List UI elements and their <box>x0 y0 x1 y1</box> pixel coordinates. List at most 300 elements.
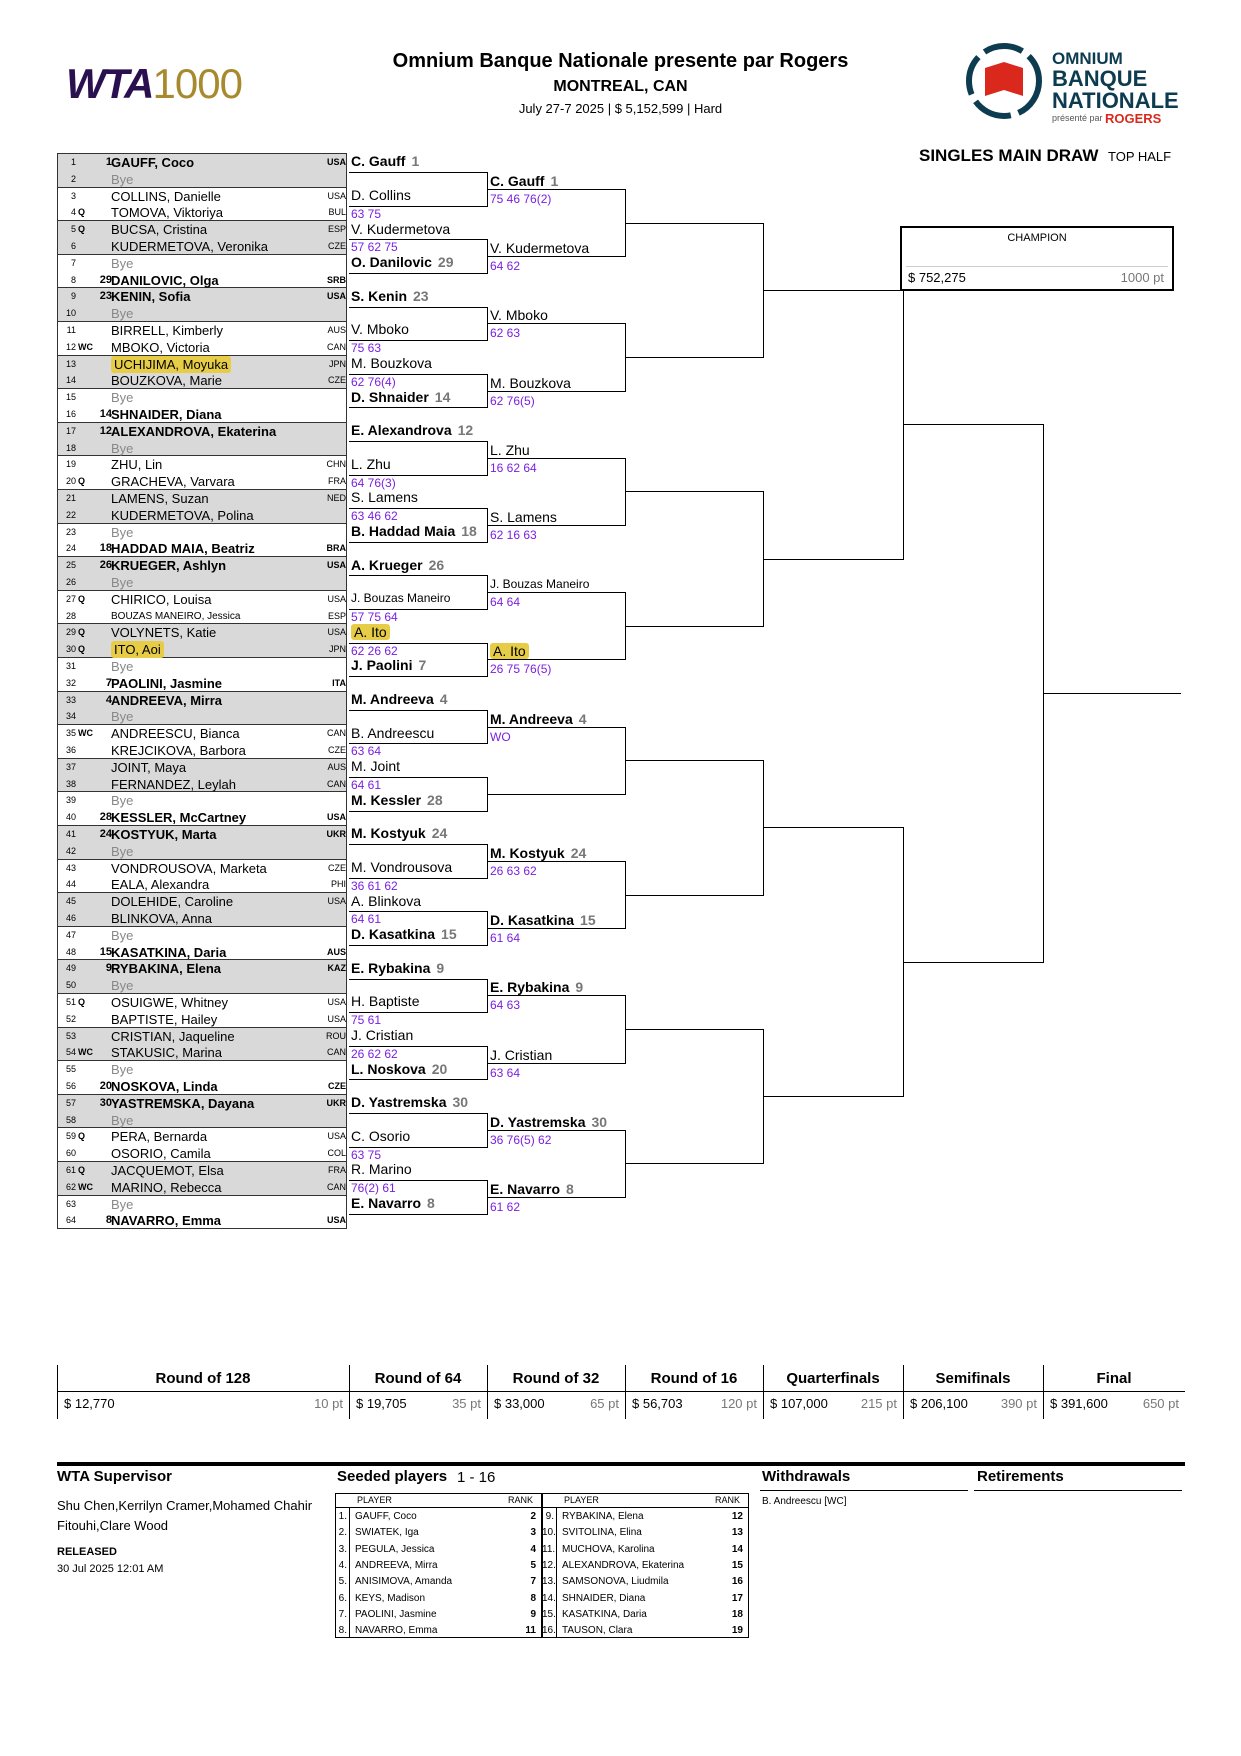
draw-player-row <box>58 776 348 793</box>
player-name: YASTREMSKA, Dayana <box>111 1095 255 1111</box>
player-name: Bye <box>111 709 134 725</box>
draw-player-row <box>58 624 348 641</box>
r32-name: J. Cristian <box>490 1046 553 1063</box>
bracket-line <box>487 659 625 660</box>
draw-player-row <box>58 1112 348 1129</box>
draw-position: 59 <box>65 1131 76 1142</box>
draw-position: 26 <box>65 577 76 587</box>
r32-seed: 24 <box>570 845 587 861</box>
seed-position: 7. <box>338 1608 347 1620</box>
draw-position: 43 <box>65 862 76 873</box>
bracket-line <box>625 1163 763 1164</box>
r32-score: 36 76(5) 62 <box>490 1132 552 1147</box>
draw-position: 19 <box>65 459 76 470</box>
bracket-line <box>625 895 763 896</box>
nationality: CAN <box>326 341 346 352</box>
draw-player-row <box>58 255 348 272</box>
entry-status: Q <box>78 1131 86 1142</box>
seed-col-rank: RANK <box>715 1495 741 1505</box>
draw-player-row <box>58 204 348 221</box>
nationality: USA <box>327 1013 346 1024</box>
r64-player <box>351 590 450 607</box>
released-label: RELEASED <box>57 1546 117 1558</box>
bracket-line <box>487 928 625 929</box>
r64-name: R. Marino <box>351 1161 412 1178</box>
r64-name: L. Zhu <box>351 455 391 472</box>
draw-player-row <box>58 1196 348 1213</box>
player-name: EALA, Alexandra <box>111 877 210 893</box>
r64-seed: 28 <box>427 791 443 808</box>
r64-name: M. Vondrousova <box>351 859 453 875</box>
draw-position: 51 <box>65 997 76 1007</box>
draw-player-row <box>58 322 348 339</box>
seed-row <box>542 1591 749 1607</box>
draw-position: 21 <box>65 493 76 503</box>
entry-status: Q <box>78 593 86 604</box>
draw-position: 45 <box>65 896 76 907</box>
seed-rank: 17 <box>731 1592 743 1604</box>
bracket-line <box>349 542 487 543</box>
seeded-title: Seeded players <box>337 1468 448 1485</box>
draw-player-row <box>58 188 348 205</box>
draw-position: 3 <box>70 190 76 201</box>
r64-score: 76(2) 61 <box>351 1181 396 1196</box>
r64-player <box>351 691 448 708</box>
draw-player-row <box>58 692 348 709</box>
r64-seed: 12 <box>457 422 474 439</box>
r64-player <box>351 489 418 506</box>
draw-player-row <box>58 994 348 1011</box>
r64-name: M. Joint <box>351 758 401 775</box>
seed-rank: 4 <box>530 1543 536 1555</box>
draw-position: 24 <box>65 543 76 554</box>
r64-player <box>351 523 477 540</box>
bracket-line <box>349 743 487 744</box>
player-name: Bye <box>111 575 134 590</box>
seed-number: 14 <box>99 408 112 420</box>
draw-position: 28 <box>65 610 76 621</box>
player-name: KASATKINA, Daria <box>111 944 227 960</box>
bracket-line <box>349 878 487 879</box>
r64-name: A. Ito <box>351 624 390 640</box>
draw-position: 47 <box>65 929 76 940</box>
bracket-line <box>625 223 763 224</box>
player-name: BOUZAS MANEIRO, Jessica <box>111 610 241 622</box>
draw-position: 1 <box>70 157 76 167</box>
bracket-line <box>349 643 487 644</box>
r64-score: 36 61 62 <box>351 878 398 893</box>
seed-row <box>542 1574 749 1590</box>
r32-player <box>490 576 589 593</box>
supervisor-names-line2: Fitouhi,Clare Wood <box>57 1518 169 1533</box>
draw-player-row <box>58 221 348 238</box>
r64-player <box>351 1027 413 1044</box>
draw-position: 25 <box>65 560 76 571</box>
r64-name: D. Yastremska <box>351 1094 447 1111</box>
seed-number: 9 <box>105 962 112 975</box>
nationality: ROU <box>326 1030 346 1041</box>
bracket-line <box>349 475 487 476</box>
nationality: AUS <box>327 325 346 335</box>
seed-position: 11. <box>542 1543 556 1555</box>
draw-position: 46 <box>65 913 76 923</box>
player-name: KENIN, Sofia <box>111 289 191 305</box>
r64-player <box>351 792 443 809</box>
r64-seed: 1 <box>411 153 420 170</box>
seed-row <box>335 1525 542 1541</box>
r32-player <box>490 375 571 392</box>
draw-position: 15 <box>65 392 76 403</box>
draw-position: 32 <box>65 677 76 688</box>
r64-name: S. Kenin <box>351 287 408 304</box>
round-prize: $ 12,770 <box>64 1396 115 1411</box>
released-date: 30 Jul 2025 12:01 AM <box>57 1563 164 1575</box>
seed-col-player: PLAYER <box>357 1495 392 1505</box>
seed-number: 4 <box>105 693 112 706</box>
draw-position: 20 <box>65 476 76 487</box>
seed-position: 6. <box>338 1592 347 1604</box>
seed-number: 29 <box>99 273 112 286</box>
bracket-line <box>349 1046 487 1047</box>
seed-position: 14. <box>542 1592 556 1604</box>
draw-position: 42 <box>65 845 76 856</box>
draw-player-row <box>58 742 348 759</box>
r32-score: 64 63 <box>490 998 521 1013</box>
player-name: FERNANDEZ, Leylah <box>111 776 236 792</box>
player-name: Bye <box>111 171 134 187</box>
player-name: VOLYNETS, Katie <box>111 625 217 641</box>
bracket-line <box>349 844 487 845</box>
r64-seed: 14 <box>434 388 451 405</box>
draw-player-row <box>58 960 348 977</box>
r64-name: V. Kudermetova <box>351 220 451 237</box>
r64-name: B. Haddad Maia <box>351 523 456 539</box>
seed-number: 12 <box>99 424 112 437</box>
draw-position: 52 <box>65 1013 76 1024</box>
seed-position: 10. <box>542 1527 556 1539</box>
player-name: DOLEHIDE, Caroline <box>111 894 234 910</box>
draw-position: 41 <box>65 829 76 839</box>
r64-seed: 18 <box>461 523 477 539</box>
r64-player <box>351 1094 468 1111</box>
player-name: NOSKOVA, Linda <box>111 1079 218 1094</box>
r32-score: 64 64 <box>490 595 521 610</box>
r64-name: C. Gauff <box>351 153 406 170</box>
draw-position: 56 <box>65 1081 76 1091</box>
r64-name: M. Kostyuk <box>351 825 426 842</box>
bracket-line <box>349 508 487 509</box>
draw-player-row <box>58 591 348 608</box>
draw-position: 7 <box>70 257 76 268</box>
player-name: BUCSA, Cristina <box>111 222 208 238</box>
draw-player-row <box>58 641 348 658</box>
player-name: ALEXANDROVA, Ekaterina <box>111 423 277 439</box>
draw-player-row <box>58 1061 348 1078</box>
seed-player: PEGULA, Jessica <box>355 1543 435 1555</box>
player-name: Bye <box>111 659 134 674</box>
round-name: Round of 16 <box>650 1370 738 1387</box>
seed-number: 20 <box>99 1080 112 1092</box>
nationality: USA <box>326 291 346 302</box>
seed-rank: 9 <box>530 1608 536 1620</box>
seed-rank: 11 <box>525 1625 536 1637</box>
draw-player-row <box>58 507 348 524</box>
draw-player-row <box>58 540 348 557</box>
bracket-line <box>349 441 487 442</box>
nationality: ESP <box>327 610 346 621</box>
bracket-line <box>487 861 625 862</box>
r64-score: 63 64 <box>351 744 382 759</box>
seed-number: 1 <box>105 156 112 168</box>
nationality: CZE <box>328 1081 346 1091</box>
bracket-line <box>349 1113 487 1114</box>
player-name: TOMOVA, Viktoriya <box>111 205 223 221</box>
r32-name: D. Kasatkina <box>490 912 575 929</box>
player-name: KUDERMETOVA, Polina <box>111 507 254 523</box>
r32-seed: 30 <box>591 1113 608 1130</box>
draw-player-row <box>58 305 348 322</box>
draw-position: 17 <box>65 425 76 436</box>
r32-score: 16 62 64 <box>490 460 537 475</box>
draw-player-row <box>58 927 348 944</box>
bracket-line <box>349 206 487 207</box>
draw-player-row <box>58 557 348 574</box>
sponsor-omnium: OMNIUM <box>1052 49 1123 68</box>
entry-status: Q <box>78 207 86 218</box>
nationality: BUL <box>328 207 346 218</box>
draw-player-row <box>58 725 348 742</box>
r64-player <box>351 422 473 439</box>
nationality: AUS <box>326 946 346 957</box>
r64-seed: 9 <box>436 959 445 976</box>
player-name: KOSTYUK, Marta <box>111 827 217 842</box>
player-name: NAVARRO, Emma <box>111 1213 222 1229</box>
r32-name: V. Mboko <box>490 307 548 324</box>
r64-score: 57 62 75 <box>351 240 398 255</box>
withdrawals-underline <box>760 1490 968 1491</box>
r32-score: 61 62 <box>490 1200 521 1214</box>
bracket-line <box>1043 693 1181 694</box>
nationality: AUS <box>327 761 346 772</box>
player-name: KUDERMETOVA, Veronika <box>111 239 269 254</box>
r64-player <box>351 254 454 271</box>
player-name: SHNAIDER, Diana <box>111 407 222 422</box>
bracket-line <box>349 979 487 980</box>
player-name: Bye <box>111 440 134 456</box>
player-name: Bye <box>111 927 134 943</box>
r32-score: 26 63 62 <box>490 864 537 878</box>
seed-row <box>542 1607 749 1623</box>
bracket-line <box>349 172 487 173</box>
seed-rank: 18 <box>731 1608 743 1620</box>
r32-player <box>490 979 583 996</box>
draw-position: 37 <box>65 761 76 772</box>
draw-position: 4 <box>70 207 76 218</box>
draw-player-row <box>58 406 348 423</box>
r32-name: M. Kostyuk <box>490 845 565 861</box>
bracket-line <box>625 491 763 492</box>
sponsor-rogers: ROGERS <box>1105 111 1162 126</box>
draw-player-row <box>58 1028 348 1045</box>
draw-position: 48 <box>65 946 76 957</box>
r64-name: D. Collins <box>351 187 411 203</box>
r32-seed: 4 <box>578 710 587 727</box>
draw-half: TOP HALF <box>1108 149 1172 164</box>
r64-player <box>351 153 419 170</box>
seeded-range: 1 - 16 <box>457 1469 496 1486</box>
seed-rank: 3 <box>530 1527 536 1539</box>
champion-label: CHAMPION <box>1007 232 1067 244</box>
draw-player-row <box>58 792 348 809</box>
seed-row <box>335 1574 542 1590</box>
seed-row <box>335 1591 542 1607</box>
bracket-line <box>349 1214 487 1215</box>
r64-name: D. Kasatkina <box>351 926 436 943</box>
seed-position: 8. <box>338 1625 347 1637</box>
player-name: Bye <box>111 793 134 809</box>
draw-position: 64 <box>65 1215 76 1226</box>
bracket-line <box>349 1079 487 1080</box>
r64-player <box>351 321 409 338</box>
draw-position: 14 <box>65 375 76 386</box>
seed-row <box>335 1542 542 1558</box>
draw-position: 60 <box>65 1148 76 1159</box>
bracket-line <box>487 323 625 324</box>
entry-status: Q <box>78 476 86 487</box>
seed-player: PAOLINI, Jasmine <box>355 1608 437 1620</box>
nationality: JPN <box>328 644 346 655</box>
draw-player-row <box>58 1044 348 1061</box>
seed-player: MUCHOVA, Karolina <box>562 1543 655 1555</box>
nationality: USA <box>326 157 346 167</box>
bracket-line <box>542 1507 749 1508</box>
seed-row <box>335 1607 542 1623</box>
seed-number: 23 <box>99 290 112 303</box>
player-name: Bye <box>111 390 134 406</box>
bracket-line <box>349 273 487 274</box>
seed-number: 7 <box>105 676 112 689</box>
entry-status: Q <box>78 224 86 235</box>
nationality: BRA <box>326 543 346 554</box>
round-name: Round of 32 <box>512 1370 600 1387</box>
nationality: USA <box>326 560 346 571</box>
draw-position: 39 <box>65 795 76 806</box>
draw-position: 36 <box>65 745 76 755</box>
draw-position: 34 <box>65 711 76 722</box>
seed-player: KEYS, Madison <box>355 1592 426 1604</box>
draw-position: 44 <box>65 879 76 890</box>
seed-position: 15. <box>542 1608 556 1620</box>
retirements-underline <box>974 1490 1182 1491</box>
r64-player <box>351 926 457 943</box>
seed-rank: 14 <box>731 1543 743 1555</box>
r32-player <box>490 845 586 862</box>
draw-player-row <box>58 1095 348 1112</box>
tournament-info: July 27-7 2025 | $ 5,152,599 | Hard <box>518 101 723 116</box>
r64-score: 62 76(4) <box>351 374 396 389</box>
seed-player: SVITOLINA, Elina <box>562 1527 642 1539</box>
r64-name: M. Andreeva <box>351 691 434 707</box>
r32-score: 63 64 <box>490 1065 521 1080</box>
bracket-line <box>349 811 487 812</box>
draw-position: 49 <box>65 963 76 974</box>
draw-player-row <box>58 826 348 843</box>
draw-position: 9 <box>70 291 76 302</box>
seed-rank: 2 <box>530 1511 536 1522</box>
draw-position: 55 <box>65 1064 76 1075</box>
bracket-line <box>487 1130 625 1131</box>
draw-position: 63 <box>65 1198 76 1209</box>
seed-position: 4. <box>338 1559 347 1571</box>
r32-score: WO <box>490 729 511 744</box>
r64-name: A. Blinkova <box>351 892 422 909</box>
r64-seed: 30 <box>452 1094 469 1111</box>
draw-position: 54 <box>65 1047 76 1058</box>
player-name: HADDAD MAIA, Beatriz <box>111 541 255 557</box>
seed-player: SWIATEK, Iga <box>355 1527 419 1539</box>
seed-rank: 12 <box>731 1511 743 1522</box>
nationality: JPN <box>328 358 346 369</box>
r64-seed: 24 <box>431 825 448 842</box>
draw-position: 5 <box>70 224 76 235</box>
r64-name: S. Lamens <box>351 489 418 506</box>
player-name: RYBAKINA, Elena <box>111 961 222 977</box>
seed-col-rank: RANK <box>508 1495 534 1505</box>
r64-name: E. Navarro <box>351 1195 422 1211</box>
draw-player-row <box>58 1212 348 1229</box>
withdrawals-title: Withdrawals <box>762 1468 851 1485</box>
entry-status: Q <box>78 627 86 638</box>
r32-name: S. Lamens <box>490 509 557 525</box>
seed-row <box>335 1558 542 1574</box>
bracket-line <box>349 1180 487 1181</box>
draw-player-row <box>58 759 348 776</box>
r32-player <box>490 307 548 324</box>
round-prize: $ 33,000 <box>494 1396 545 1411</box>
player-name: Bye <box>111 1112 134 1128</box>
player-name: CRISTIAN, Jaqueline <box>111 1028 235 1044</box>
draw-player-row <box>58 372 348 389</box>
nationality: CHN <box>326 459 346 470</box>
bracket-line <box>625 357 763 358</box>
nationality: USA <box>326 812 346 823</box>
retirements-title: Retirements <box>977 1468 1064 1485</box>
seed-number: 15 <box>99 945 112 958</box>
nationality: ESP <box>327 224 346 235</box>
r64-name: D. Shnaider <box>351 388 429 405</box>
seed-position: 9. <box>545 1511 554 1522</box>
draw-position: 23 <box>65 526 76 537</box>
r64-seed: 15 <box>441 926 457 943</box>
draw-player-row <box>58 456 348 473</box>
nationality: CAN <box>326 778 346 789</box>
draw-position: 8 <box>70 274 76 285</box>
r32-name: L. Zhu <box>490 441 530 458</box>
r64-player <box>351 1061 447 1078</box>
nationality: USA <box>327 627 346 638</box>
r64-player <box>351 1128 410 1145</box>
draw-player-row <box>58 238 348 255</box>
draw-player-row <box>58 1145 348 1162</box>
r64-score: 75 63 <box>351 341 382 356</box>
nationality: CZE <box>328 862 346 873</box>
seed-number: 24 <box>99 828 112 840</box>
seed-rank: 15 <box>731 1559 743 1571</box>
seed-row <box>542 1558 749 1574</box>
r64-seed: 26 <box>428 556 445 573</box>
r32-player <box>490 1047 552 1064</box>
round-points: 10 pt <box>314 1396 343 1411</box>
